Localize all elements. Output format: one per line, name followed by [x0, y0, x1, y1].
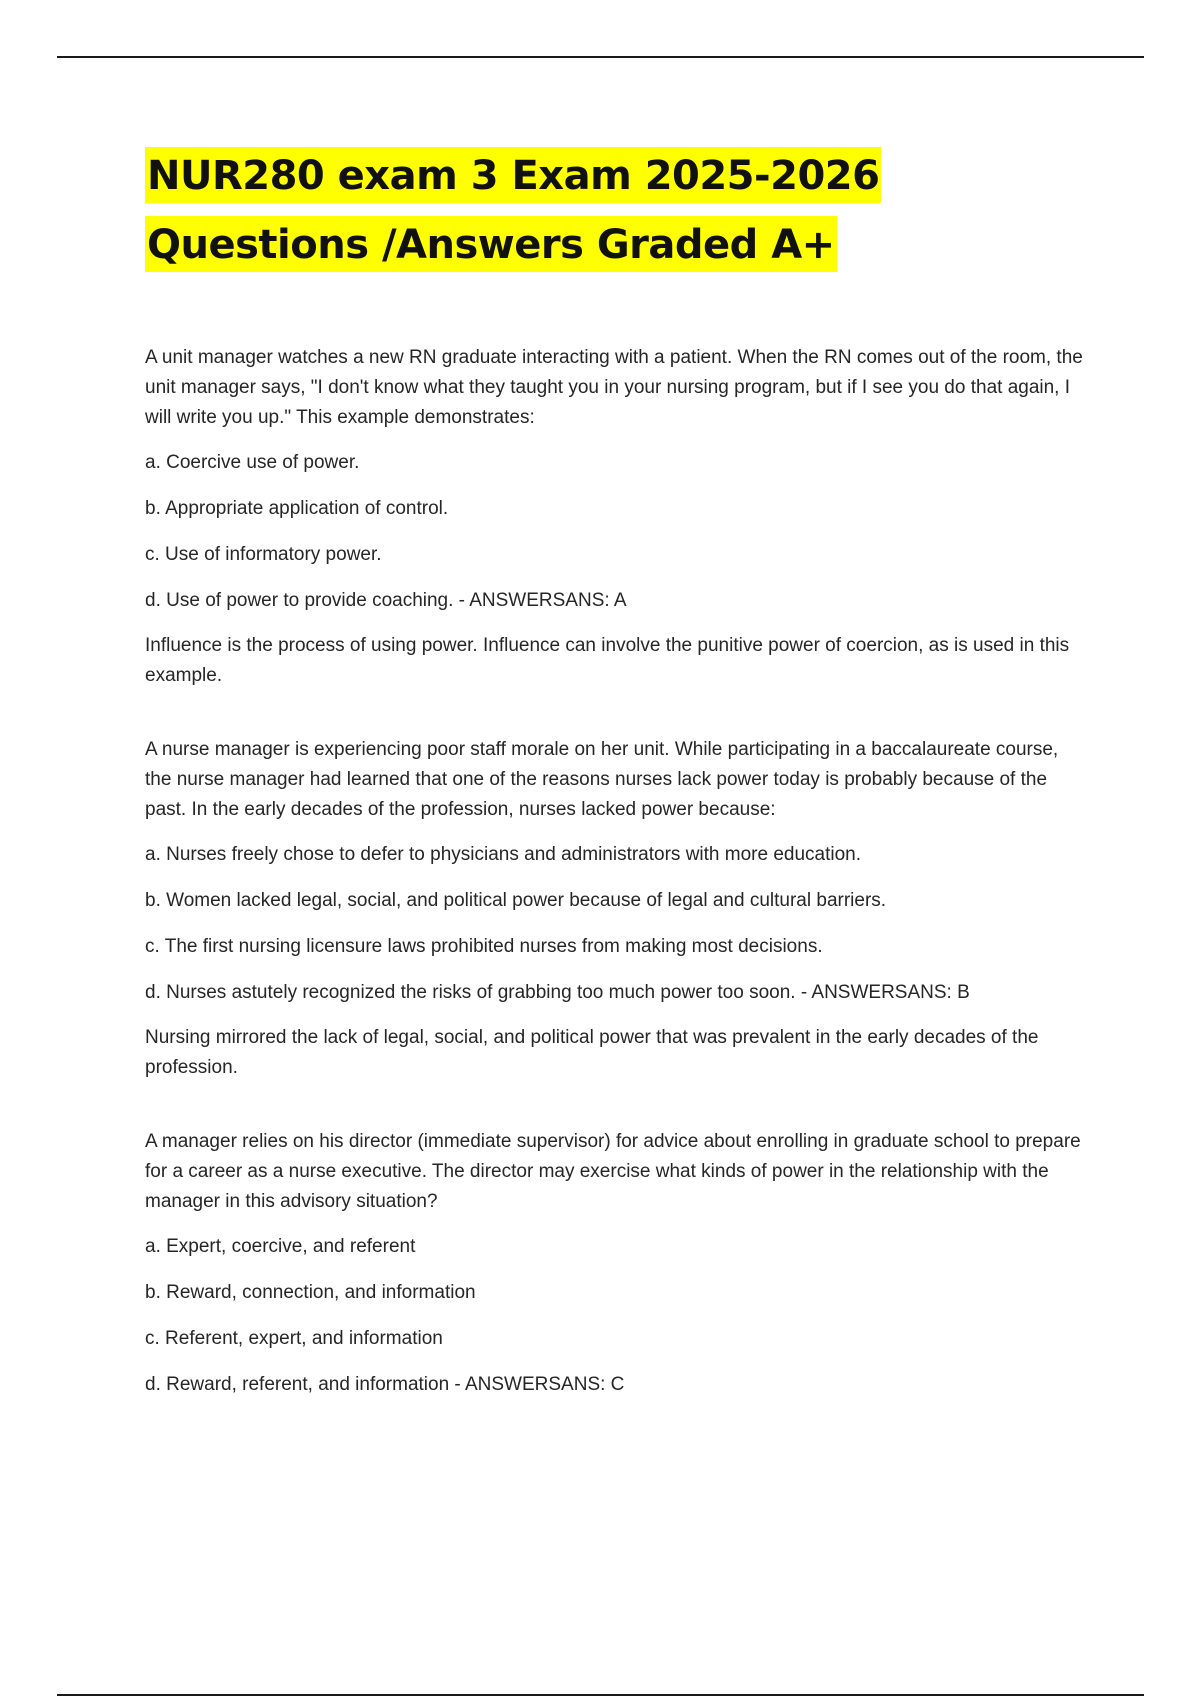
document-body — [145, 343, 1085, 1444]
question-stem: A manager relies on his director (immediate supervisor) for advice about enrolling in graduate school to prepare for a career as a nurse executive. The director may exercise what kinds of power in the relationship with the manager in this advisory situation? — [145, 1131, 1081, 1212]
answer-option-b: b. Appropriate application of control. — [145, 498, 449, 519]
answer-option-b: b. Women lacked legal, social, and political power because of legal and cultural barriers. — [145, 890, 887, 911]
answer-option-c: c. The first nursing licensure laws prohibited nurses from making most decisions. — [145, 936, 823, 957]
answer-option-a: a. Expert, coercive, and referent — [145, 1236, 416, 1257]
question-stem: A unit manager watches a new RN graduate interacting with a patient. When the RN comes out of the room, the unit manager says, "I don't know what they taught you in your nursing program, but if I see you do that again, I will write you up." This example demonstrates: — [145, 347, 1083, 428]
answer-option-c: c. Use of informatory power. — [145, 544, 382, 565]
answer-option-d: d. Nurses astutely recognized the risks of grabbing too much power too soon. - ANSWERSANS: B — [145, 982, 970, 1003]
answer-option-c: c. Referent, expert, and information — [145, 1328, 443, 1349]
bottom-rule — [57, 1694, 1144, 1696]
question-2 — [145, 735, 1085, 1083]
answer-option-d: d. Reward, referent, and information - ANSWERSANS: C — [145, 1374, 625, 1395]
answer-option-b: b. Reward, connection, and information — [145, 1282, 476, 1303]
answer-options — [145, 1232, 1085, 1400]
answer-option-a: a. Coercive use of power. — [145, 452, 360, 473]
question-stem: A nurse manager is experiencing poor staff morale on her unit. While participating in a baccalaureate course, the nurse manager had learned that one of the reasons nurses lack power today is probably because of the past. In the early decades of the profession, nurses lacked power because: — [145, 739, 1059, 820]
document-title — [145, 142, 1075, 280]
answer-option-d: d. Use of power to provide coaching. - ANSWERSANS: A — [145, 590, 627, 611]
top-rule — [57, 56, 1144, 58]
answer-rationale: Influence is the process of using power. Influence can involve the punitive power of coercion, as is used in this example. — [145, 635, 1070, 686]
answer-rationale: Nursing mirrored the lack of legal, social, and political power that was prevalent in the early decades of the profession. — [145, 1027, 1039, 1078]
answer-options — [145, 840, 1085, 1008]
question-1 — [145, 343, 1085, 691]
title-line-1: NUR280 exam 3 Exam 2025-2026 — [145, 147, 881, 203]
answer-options — [145, 448, 1085, 616]
answer-option-a: a. Nurses freely chose to defer to physicians and administrators with more education. — [145, 844, 862, 865]
question-3 — [145, 1127, 1085, 1400]
title-line-2: Questions /Answers Graded A+ — [145, 216, 837, 272]
